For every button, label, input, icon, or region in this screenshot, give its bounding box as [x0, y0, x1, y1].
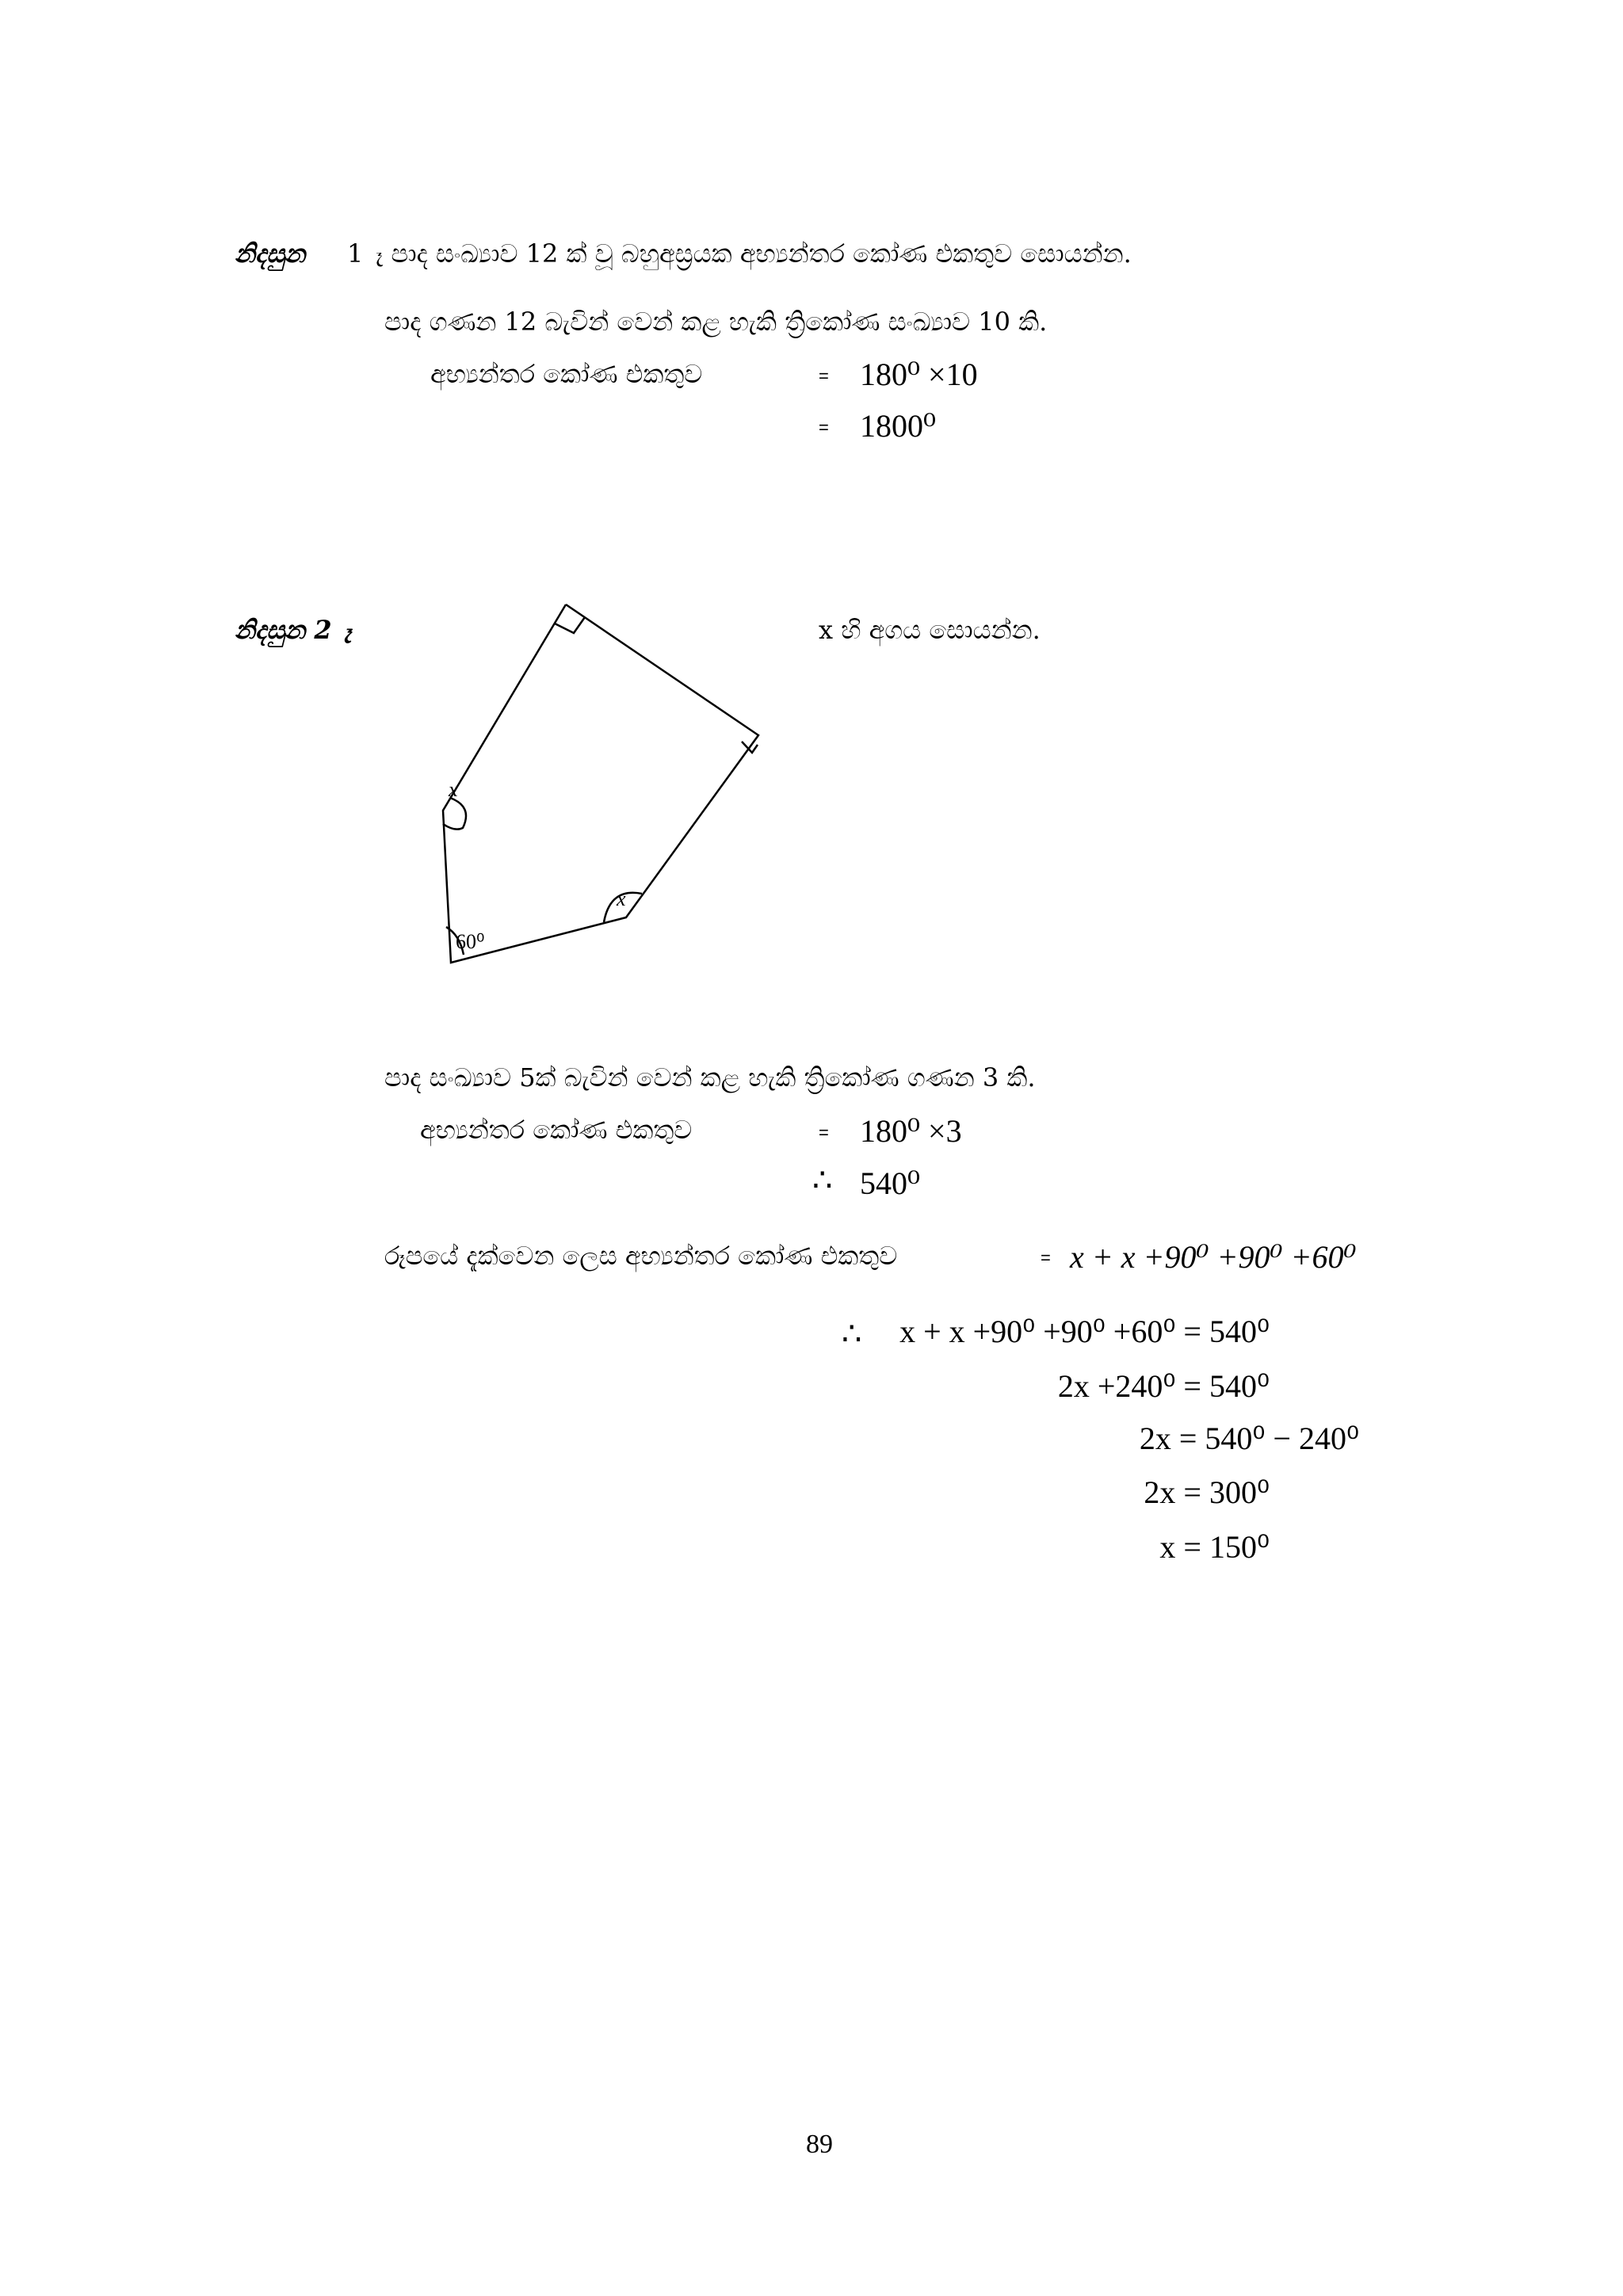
example2-therefore-2: ∴ [842, 1316, 862, 1352]
angle-label-60: 60⁰ [456, 930, 485, 953]
example1-line1: පාද ගණන 12 බැවින් වෙන් කළ හැකි ත්‍රිකෝණ සංඛ්‍යාව 10 කි. [384, 307, 1048, 337]
solution-line-4: 2x = 300⁰ [1144, 1474, 1270, 1510]
example1-step2: 1800⁰ [860, 408, 937, 444]
solution-line-2: 2x +240⁰ = 540⁰ [1057, 1368, 1270, 1404]
solution-line-3: 2x = 540⁰ − 240⁰ [1139, 1421, 1359, 1456]
example1-angle-sum-label: අභ්‍යන්තර කෝණ එකතුව [430, 359, 703, 389]
example2-angle-sum-label: අභ්‍යන්තර කෝණ එකතුව [420, 1115, 693, 1145]
example2-figure-expression: x + x +90⁰ +90⁰ +60⁰ [1070, 1239, 1357, 1275]
example1-step1: 180⁰ ×10 [860, 357, 978, 392]
example1-equals-sign-2: = [819, 418, 829, 437]
example1-question: 1 ෑ පාද සංඛ්‍යාව 12 ක් වූ බහුඅස්‍රයක අභ්‍යන්තර කෝණ එකතුව සොයන්න. [347, 238, 1132, 269]
pentagon-outline [443, 605, 758, 963]
example2-therefore-1: ∴ [812, 1162, 833, 1198]
right-angle-marker-top [555, 617, 585, 633]
example2-equals-sign-1: = [819, 1123, 829, 1142]
example2-equals-sign-3: = [1041, 1248, 1051, 1268]
angle-label-x-upper: x [449, 778, 458, 801]
example1-equals-sign-1: = [819, 366, 829, 386]
example2-line1: පාද සංඛ්‍යාව 5ක් බැවින් වෙන් කළ හැකි ත්‍රිකෝණ ගණන 3 කි. [384, 1062, 1036, 1093]
example2-figure-line: රූපයේ දැක්වෙන ලෙස අභ්‍යන්තර කෝණ එකතුව [384, 1241, 898, 1271]
angle-label-x-lower: x [617, 887, 626, 910]
angle-arc-upper-left [443, 798, 466, 830]
example1-heading: නිදසුන [235, 238, 306, 269]
solution-line-5: x = 150⁰ [1159, 1529, 1270, 1565]
example2-step1: 180⁰ ×3 [860, 1113, 962, 1149]
page-number: 89 [806, 2130, 833, 2159]
example2-heading: නිදසුන 2 ෑ [235, 615, 352, 645]
solution-line-1: x + x +90⁰ +90⁰ +60⁰ = 540⁰ [899, 1314, 1270, 1349]
pentagon-diagram [428, 594, 777, 974]
example2-question: x හි අගය සොයන්න. [819, 615, 1041, 645]
example2-step2: 540⁰ [860, 1165, 921, 1201]
